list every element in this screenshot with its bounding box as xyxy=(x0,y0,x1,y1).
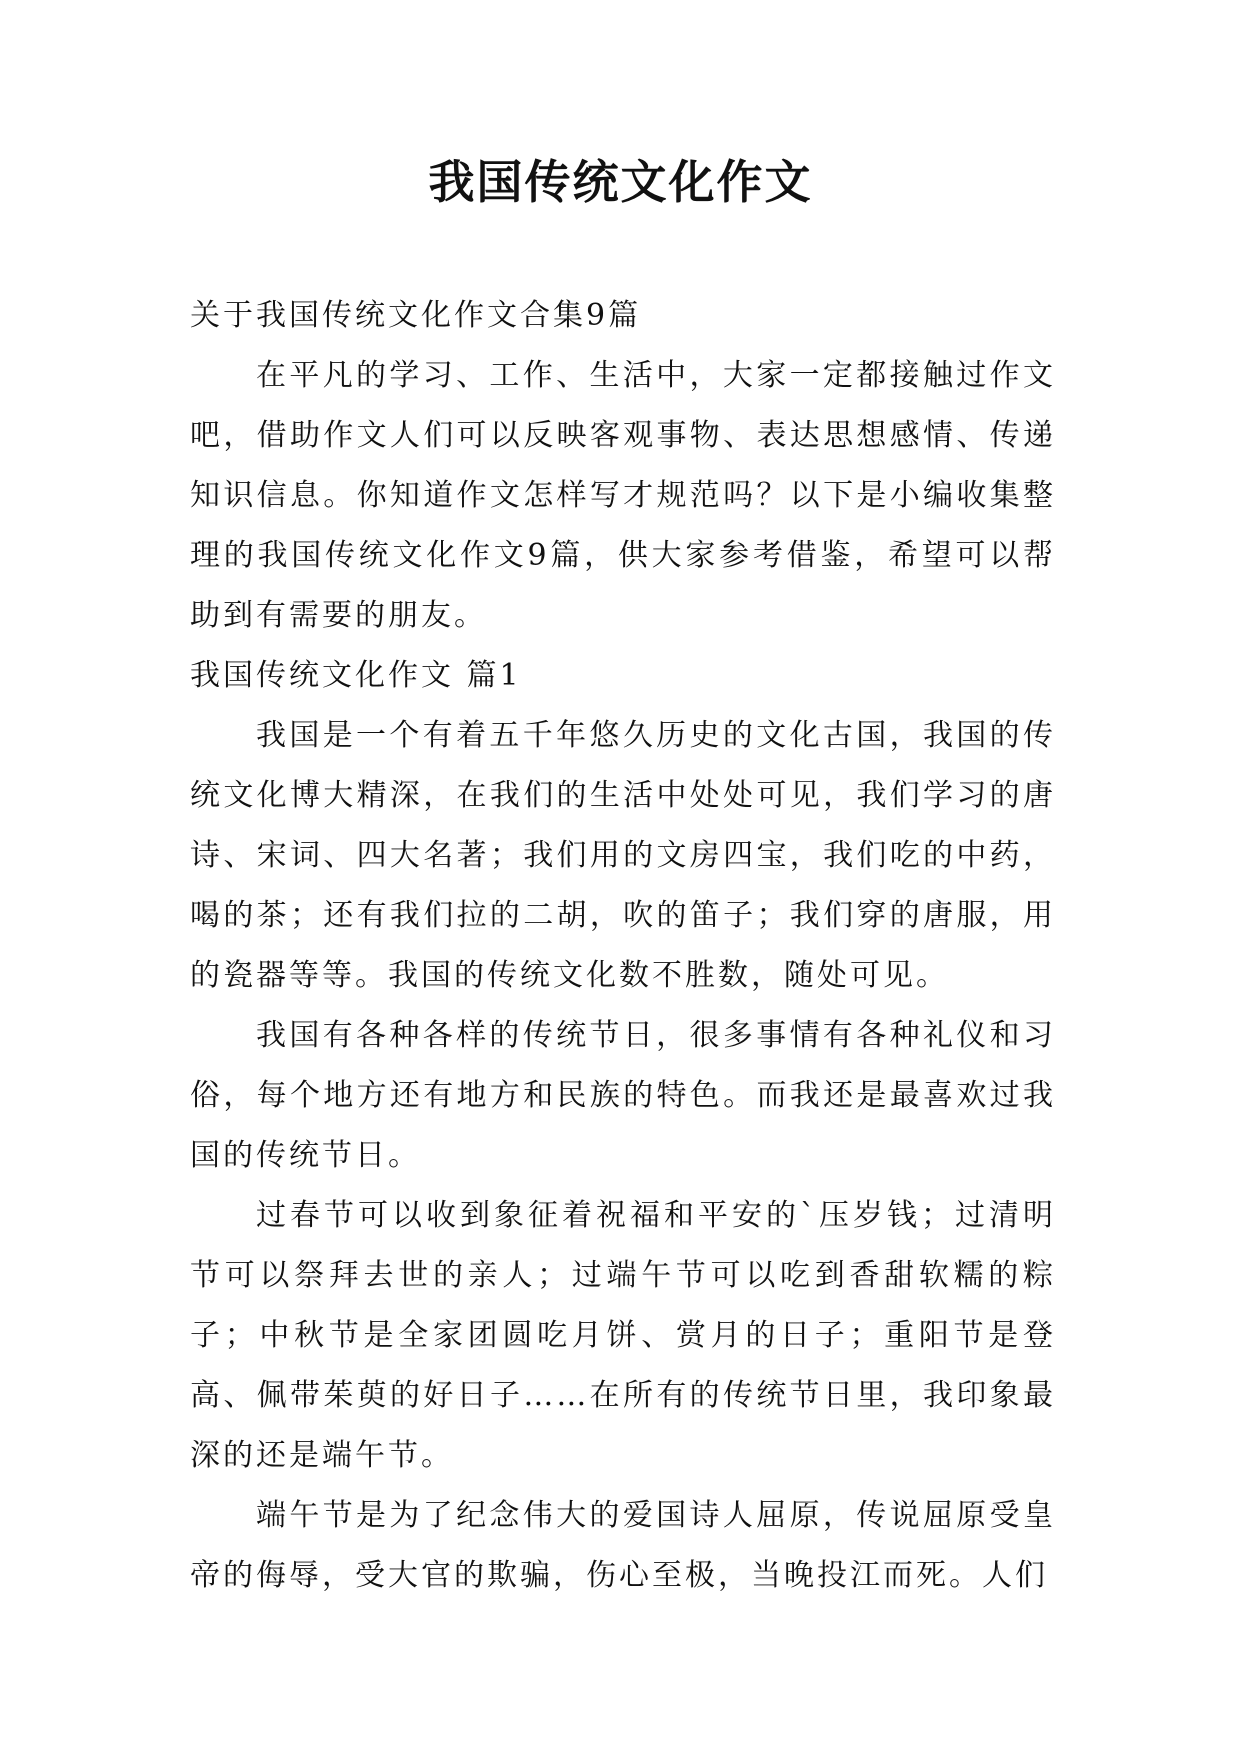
document-body xyxy=(190,286,1056,1606)
body-paragraph: 我国有各种各样的传统节日，很多事情有各种礼仪和习俗，每个地方还有地方和民族的特色。而我还是最喜欢过我国的传统节日。 xyxy=(190,1018,1056,1173)
document-subtitle: 关于我国传统文化作文合集9篇 xyxy=(190,298,642,333)
body-paragraph: 端午节是为了纪念伟大的爱国诗人屈原，传说屈原受皇帝的侮辱，受大官的欺骗，伤心至极，当晚投江而死。人们 xyxy=(190,1498,1056,1593)
document-title: 我国传统文化作文 xyxy=(428,155,813,209)
intro-paragraph: 在平凡的学习、工作、生活中，大家一定都接触过作文吧，借助作文人们可以反映客观事物、表达思想感情、传递知识信息。你知道作文怎样写才规范吗？以下是小编收集整理的我国传统文化作文9篇，供大家参考借鉴，希望可以帮助到有需要的朋友。 xyxy=(190,358,1056,633)
body-paragraph: 我国是一个有着五千年悠久历史的文化古国，我国的传统文化博大精深，在我们的生活中处处可见，我们学习的唐诗、宋词、四大名著；我们用的文房四宝，我们吃的中药，喝的茶；还有我们拉的二胡，吹的笛子；我们穿的唐服，用的瓷器等等。我国的传统文化数不胜数，随处可见。 xyxy=(190,718,1056,993)
section-heading: 我国传统文化作文 篇1 xyxy=(190,658,522,693)
body-paragraph: 过春节可以收到象征着祝福和平安的`压岁钱；过清明节可以祭拜去世的亲人；过端午节可以吃到香甜软糯的粽子；中秋节是全家团圆吃月饼、赏月的日子；重阳节是登高、佩带茱萸的好日子……在所有的传统节日里，我印象最深的还是端午节。 xyxy=(190,1198,1056,1473)
